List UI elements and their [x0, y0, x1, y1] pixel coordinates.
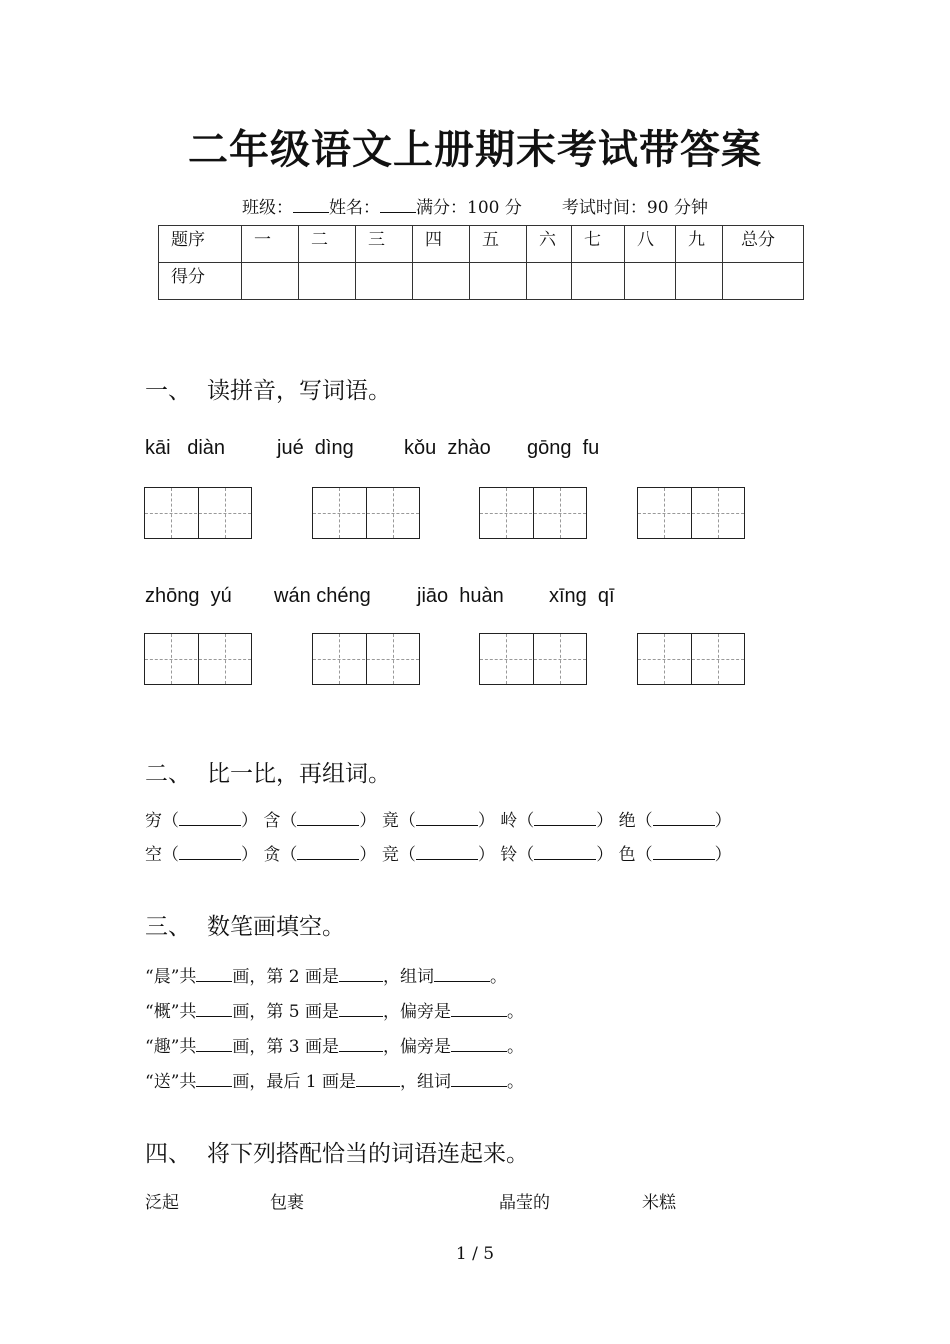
- section3-title: 数笔画填空。: [207, 914, 345, 940]
- compare-char: 贪: [263, 845, 281, 865]
- class-blank[interactable]: [293, 198, 329, 213]
- stroke-q-text: 。: [507, 1002, 525, 1022]
- compare-char: 空: [145, 845, 162, 865]
- header-cell: 题序: [159, 226, 242, 263]
- answer-blank[interactable]: [339, 1037, 383, 1052]
- stroke-question: [145, 997, 524, 1022]
- score-cell[interactable]: [572, 263, 625, 300]
- page-title: 二年级语文上册期末考试带答案: [188, 127, 762, 173]
- pinyin-item: gōng fu: [527, 437, 600, 459]
- answer-blank[interactable]: [196, 967, 232, 982]
- writing-grid[interactable]: [637, 487, 745, 539]
- score-cell[interactable]: [470, 263, 527, 300]
- answer-blank[interactable]: [434, 967, 490, 982]
- score-cell[interactable]: [356, 263, 413, 300]
- header-cell: 一: [242, 226, 299, 263]
- writing-grid[interactable]: [144, 487, 252, 539]
- compare-char: 岭: [500, 811, 518, 831]
- stroke-q-text: “晨”共: [145, 967, 197, 987]
- compare-char: 竞: [381, 845, 399, 865]
- stroke-question: [145, 1032, 524, 1057]
- score-cell[interactable]: [625, 263, 676, 300]
- score-table-score-row: [159, 263, 804, 300]
- pinyin-item: kǒu zhào: [404, 437, 491, 459]
- answer-blank[interactable]: [416, 811, 478, 826]
- section3-heading: [145, 908, 345, 941]
- exam-info: [0, 193, 950, 218]
- stroke-q-text: 。: [507, 1072, 525, 1092]
- header-cell: 八: [625, 226, 676, 263]
- answer-blank[interactable]: [339, 967, 383, 982]
- answer-blank[interactable]: [356, 1072, 400, 1087]
- answer-blank[interactable]: [196, 1002, 232, 1017]
- match-word[interactable]: 米糕: [642, 1193, 676, 1213]
- answer-blank[interactable]: [653, 845, 715, 860]
- section2-heading: [145, 755, 391, 788]
- pinyin-item: xīng qī: [549, 585, 615, 607]
- stroke-question: [145, 1067, 524, 1092]
- answer-blank[interactable]: [451, 1072, 507, 1087]
- writing-grid[interactable]: [144, 633, 252, 685]
- stroke-q-text: 画，第 2 画是: [232, 967, 340, 987]
- section4-heading: [145, 1135, 529, 1168]
- exam-time: 考试时间：90 分钟: [561, 198, 708, 218]
- answer-blank[interactable]: [179, 811, 241, 826]
- answer-blank[interactable]: [297, 811, 359, 826]
- match-word[interactable]: 晶莹的: [499, 1193, 550, 1213]
- stroke-q-text: “概”共: [145, 1002, 197, 1022]
- score-table-header-row: [159, 226, 804, 263]
- writing-grid[interactable]: [479, 633, 587, 685]
- answer-blank[interactable]: [653, 811, 715, 826]
- answer-blank[interactable]: [339, 1002, 383, 1017]
- score-cell[interactable]: [723, 263, 804, 300]
- answer-blank[interactable]: [297, 845, 359, 860]
- name-blank[interactable]: [380, 198, 416, 213]
- stroke-q-text: 画，最后 1 画是: [232, 1072, 357, 1092]
- header-cell: 四: [413, 226, 470, 263]
- compare-char: 穷: [145, 811, 162, 831]
- stroke-q-text: ，组词: [383, 967, 435, 987]
- answer-blank[interactable]: [534, 845, 596, 860]
- class-label: 班级：: [242, 198, 294, 218]
- writing-grid[interactable]: [479, 487, 587, 539]
- section1-heading: [145, 372, 391, 405]
- compare-char: 含: [263, 811, 281, 831]
- compare-char: 色: [618, 845, 636, 865]
- answer-blank[interactable]: [534, 811, 596, 826]
- name-label: 姓名：: [329, 198, 381, 218]
- stroke-q-text: ，组词: [400, 1072, 452, 1092]
- header-cell: 六: [527, 226, 572, 263]
- score-cell[interactable]: [242, 263, 299, 300]
- pinyin-item: jué dìng: [277, 437, 354, 459]
- score-cell[interactable]: [676, 263, 723, 300]
- writing-grid[interactable]: [637, 633, 745, 685]
- stroke-q-text: 画，第 3 画是: [232, 1037, 340, 1057]
- stroke-q-text: ，偏旁是: [383, 1037, 452, 1057]
- score-cell[interactable]: [413, 263, 470, 300]
- header-cell: 九: [676, 226, 723, 263]
- stroke-q-text: 。: [490, 967, 508, 987]
- pinyin-item: kāi diàn: [145, 437, 226, 459]
- compare-char: 铃: [500, 845, 518, 865]
- page-number: 1 / 5: [455, 1244, 495, 1264]
- header-cell: 三: [356, 226, 413, 263]
- score-cell[interactable]: [527, 263, 572, 300]
- section2-title: 比一比，再组词。: [207, 761, 391, 787]
- compare-row: 穷（ ） 含（ ） 竟（ ） 岭（ ） 绝（ ）: [145, 811, 732, 831]
- header-cell: 总分: [723, 226, 804, 263]
- answer-blank[interactable]: [179, 845, 241, 860]
- answer-blank[interactable]: [451, 1002, 507, 1017]
- section4-title: 将下列搭配恰当的词语连起来。: [207, 1141, 529, 1167]
- answer-blank[interactable]: [196, 1072, 232, 1087]
- section4-number: 四、: [145, 1141, 191, 1167]
- writing-grid[interactable]: [312, 633, 420, 685]
- stroke-q-text: “送”共: [145, 1072, 197, 1092]
- compare-char: 绝: [618, 811, 636, 831]
- pinyin-item: zhōng yú: [145, 585, 232, 607]
- stroke-q-text: “趣”共: [145, 1037, 197, 1057]
- score-cell[interactable]: [299, 263, 356, 300]
- header-cell: 二: [299, 226, 356, 263]
- match-word[interactable]: 包裹: [270, 1193, 304, 1213]
- compare-char: 竟: [381, 811, 399, 831]
- section1-number: 一、: [145, 378, 191, 404]
- answer-blank[interactable]: [451, 1037, 507, 1052]
- section2-number: 二、: [145, 761, 191, 787]
- pinyin-item: wán chéng: [274, 585, 371, 607]
- section1-title: 读拼音，写词语。: [207, 378, 391, 404]
- stroke-q-text: ，偏旁是: [383, 1002, 452, 1022]
- compare-row: 空（ ） 贪（ ） 竞（ ） 铃（ ） 色（ ）: [145, 845, 732, 865]
- header-cell: 七: [572, 226, 625, 263]
- full-score: 满分：100 分: [416, 198, 522, 218]
- answer-blank[interactable]: [416, 845, 478, 860]
- answer-blank[interactable]: [196, 1037, 232, 1052]
- writing-grid[interactable]: [312, 487, 420, 539]
- header-cell: 五: [470, 226, 527, 263]
- pinyin-item: jiāo huàn: [417, 585, 504, 607]
- match-word[interactable]: 泛起: [145, 1193, 179, 1213]
- stroke-q-text: 画，第 5 画是: [232, 1002, 340, 1022]
- section3-number: 三、: [145, 914, 191, 940]
- score-table: [158, 225, 804, 300]
- stroke-q-text: 。: [507, 1037, 525, 1057]
- stroke-question: [145, 962, 507, 987]
- row-label: 得分: [159, 263, 242, 300]
